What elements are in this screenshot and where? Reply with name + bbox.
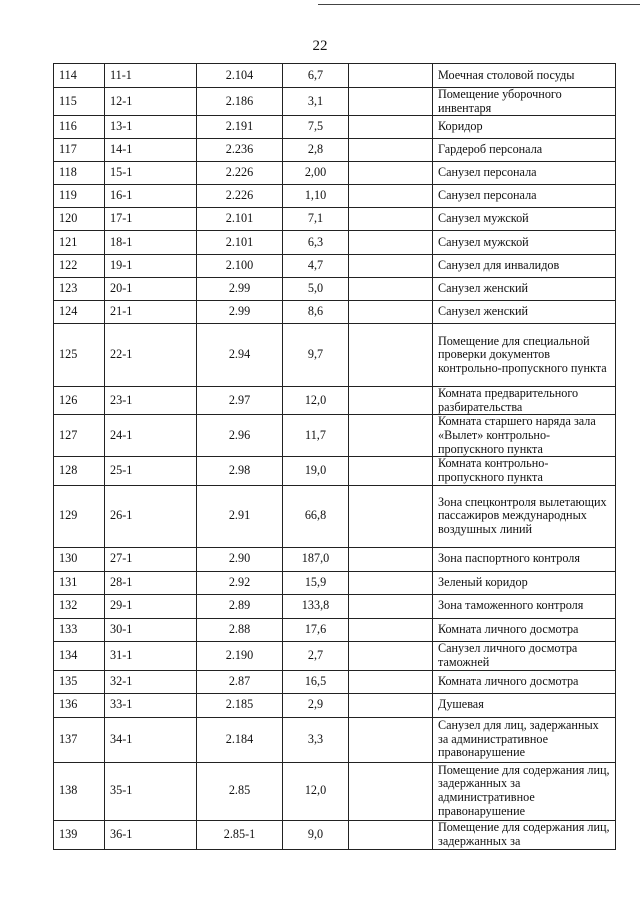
column-gap [349, 717, 433, 762]
room-code: 2.85-1 [197, 820, 283, 849]
room-mark: 28-1 [105, 571, 197, 594]
room-area: 1,10 [283, 185, 349, 208]
room-area: 9,0 [283, 820, 349, 849]
room-code: 2.190 [197, 641, 283, 670]
room-mark: 26-1 [105, 485, 197, 547]
room-code: 2.91 [197, 485, 283, 547]
column-gap [349, 547, 433, 571]
room-area: 6,3 [283, 231, 349, 255]
room-area: 8,6 [283, 301, 349, 324]
room-code: 2.97 [197, 387, 283, 415]
table-row [54, 547, 616, 571]
row-number: 120 [54, 208, 105, 231]
column-gap [349, 415, 433, 457]
room-area: 12,0 [283, 387, 349, 415]
column-gap [349, 618, 433, 641]
room-name: Санузел мужской [433, 231, 616, 255]
room-mark: 21-1 [105, 301, 197, 324]
table-row [54, 571, 616, 594]
room-mark: 13-1 [105, 116, 197, 139]
row-number: 130 [54, 547, 105, 571]
room-code: 2.99 [197, 301, 283, 324]
room-code: 2.104 [197, 64, 283, 88]
room-name: Комната личного досмотра [433, 618, 616, 641]
row-number: 114 [54, 64, 105, 88]
column-gap [349, 571, 433, 594]
room-code: 2.191 [197, 116, 283, 139]
table-row [54, 387, 616, 415]
column-gap [349, 485, 433, 547]
room-code: 2.88 [197, 618, 283, 641]
row-number: 126 [54, 387, 105, 415]
row-number: 124 [54, 301, 105, 324]
room-area: 9,7 [283, 324, 349, 387]
room-name: Санузел персонала [433, 185, 616, 208]
column-gap [349, 693, 433, 717]
row-number: 133 [54, 618, 105, 641]
table-row [54, 618, 616, 641]
room-name: Комната личного досмотра [433, 670, 616, 693]
room-mark: 11-1 [105, 64, 197, 88]
room-mark: 17-1 [105, 208, 197, 231]
table-row [54, 88, 616, 116]
column-gap [349, 278, 433, 301]
room-mark: 31-1 [105, 641, 197, 670]
room-area: 11,7 [283, 415, 349, 457]
room-area: 6,7 [283, 64, 349, 88]
table-row [54, 641, 616, 670]
room-mark: 30-1 [105, 618, 197, 641]
row-number: 129 [54, 485, 105, 547]
column-gap [349, 670, 433, 693]
room-mark: 29-1 [105, 594, 197, 618]
row-number: 123 [54, 278, 105, 301]
room-name: Зона паспортного контроля [433, 547, 616, 571]
room-mark: 22-1 [105, 324, 197, 387]
room-area: 2,7 [283, 641, 349, 670]
row-number: 127 [54, 415, 105, 457]
row-number: 121 [54, 231, 105, 255]
column-gap [349, 116, 433, 139]
room-code: 2.89 [197, 594, 283, 618]
room-mark: 20-1 [105, 278, 197, 301]
room-code: 2.186 [197, 88, 283, 116]
column-gap [349, 88, 433, 116]
room-name: Душевая [433, 693, 616, 717]
table-row [54, 208, 616, 231]
room-area: 3,3 [283, 717, 349, 762]
table-row [54, 415, 616, 457]
column-gap [349, 641, 433, 670]
room-mark: 36-1 [105, 820, 197, 849]
row-number: 132 [54, 594, 105, 618]
room-mark: 12-1 [105, 88, 197, 116]
column-gap [349, 387, 433, 415]
room-name: Санузел для инвалидов [433, 255, 616, 278]
rooms-table-body [54, 64, 616, 850]
column-gap [349, 324, 433, 387]
rooms-table [53, 63, 616, 850]
table-row [54, 670, 616, 693]
room-code: 2.85 [197, 762, 283, 820]
room-name: Помещение уборочного инвентаря [433, 88, 616, 116]
room-code: 2.96 [197, 415, 283, 457]
room-area: 16,5 [283, 670, 349, 693]
column-gap [349, 231, 433, 255]
room-name: Помещение для содержания лиц, задержанных за административное правонарушение [433, 762, 616, 820]
row-number: 134 [54, 641, 105, 670]
row-number: 125 [54, 324, 105, 387]
column-gap [349, 208, 433, 231]
column-gap [349, 185, 433, 208]
row-number: 117 [54, 139, 105, 162]
room-mark: 18-1 [105, 231, 197, 255]
row-number: 138 [54, 762, 105, 820]
column-gap [349, 762, 433, 820]
table-row [54, 457, 616, 485]
room-area: 12,0 [283, 762, 349, 820]
row-number: 122 [54, 255, 105, 278]
room-area: 7,1 [283, 208, 349, 231]
table-row [54, 162, 616, 185]
room-area: 15,9 [283, 571, 349, 594]
table-row [54, 278, 616, 301]
row-number: 116 [54, 116, 105, 139]
room-mark: 34-1 [105, 717, 197, 762]
room-area: 17,6 [283, 618, 349, 641]
room-name: Комната старшего наряда зала «Вылет» контрольно-пропускного пункта [433, 415, 616, 457]
room-code: 2.87 [197, 670, 283, 693]
room-area: 3,1 [283, 88, 349, 116]
room-mark: 24-1 [105, 415, 197, 457]
table-row [54, 693, 616, 717]
row-number: 139 [54, 820, 105, 849]
room-name: Санузел женский [433, 278, 616, 301]
row-number: 128 [54, 457, 105, 485]
table-row [54, 231, 616, 255]
room-area: 187,0 [283, 547, 349, 571]
table-row [54, 324, 616, 387]
room-code: 2.100 [197, 255, 283, 278]
room-mark: 15-1 [105, 162, 197, 185]
room-name: Комната предварительного разбирательства [433, 387, 616, 415]
room-mark: 14-1 [105, 139, 197, 162]
room-area: 2,00 [283, 162, 349, 185]
column-gap [349, 301, 433, 324]
table-row [54, 762, 616, 820]
room-area: 133,8 [283, 594, 349, 618]
room-name: Санузел персонала [433, 162, 616, 185]
room-area: 66,8 [283, 485, 349, 547]
room-area: 19,0 [283, 457, 349, 485]
room-code: 2.94 [197, 324, 283, 387]
row-number: 115 [54, 88, 105, 116]
table-row [54, 116, 616, 139]
room-mark: 25-1 [105, 457, 197, 485]
column-gap [349, 139, 433, 162]
table-row [54, 139, 616, 162]
table-row [54, 64, 616, 88]
room-name: Моечная столовой посуды [433, 64, 616, 88]
room-name: Санузел женский [433, 301, 616, 324]
table-row [54, 485, 616, 547]
room-code: 2.98 [197, 457, 283, 485]
table-row [54, 301, 616, 324]
room-code: 2.236 [197, 139, 283, 162]
column-gap [349, 457, 433, 485]
room-area: 4,7 [283, 255, 349, 278]
room-name: Гардероб персонала [433, 139, 616, 162]
row-number: 131 [54, 571, 105, 594]
room-code: 2.184 [197, 717, 283, 762]
room-code: 2.90 [197, 547, 283, 571]
room-code: 2.185 [197, 693, 283, 717]
column-gap [349, 255, 433, 278]
room-name: Зона таможенного контроля [433, 594, 616, 618]
room-area: 2,8 [283, 139, 349, 162]
room-area: 2,9 [283, 693, 349, 717]
room-code: 2.226 [197, 162, 283, 185]
room-mark: 35-1 [105, 762, 197, 820]
row-number: 118 [54, 162, 105, 185]
table-row [54, 717, 616, 762]
row-number: 119 [54, 185, 105, 208]
room-code: 2.99 [197, 278, 283, 301]
table-row [54, 820, 616, 849]
room-code: 2.92 [197, 571, 283, 594]
row-number: 137 [54, 717, 105, 762]
room-mark: 33-1 [105, 693, 197, 717]
table-row [54, 255, 616, 278]
table-row [54, 185, 616, 208]
room-name: Помещение для содержания лиц, задержанных за [433, 820, 616, 849]
room-mark: 23-1 [105, 387, 197, 415]
room-area: 7,5 [283, 116, 349, 139]
row-number: 135 [54, 670, 105, 693]
room-name: Санузел мужской [433, 208, 616, 231]
room-mark: 32-1 [105, 670, 197, 693]
room-mark: 19-1 [105, 255, 197, 278]
room-mark: 16-1 [105, 185, 197, 208]
room-mark: 27-1 [105, 547, 197, 571]
column-gap [349, 162, 433, 185]
room-name: Санузел для лиц, задержанных за административное правонарушение [433, 717, 616, 762]
room-name: Зона спецконтроля вылетающих пассажиров международных воздушных линий [433, 485, 616, 547]
room-name: Коридор [433, 116, 616, 139]
column-gap [349, 820, 433, 849]
room-name: Зеленый коридор [433, 571, 616, 594]
room-name: Санузел личного досмотра таможней [433, 641, 616, 670]
header-rule [318, 4, 640, 5]
table-row [54, 594, 616, 618]
room-area: 5,0 [283, 278, 349, 301]
room-code: 2.101 [197, 231, 283, 255]
room-code: 2.226 [197, 185, 283, 208]
row-number: 136 [54, 693, 105, 717]
column-gap [349, 64, 433, 88]
room-name: Помещение для специальной проверки документов контрольно-пропускного пункта [433, 324, 616, 387]
column-gap [349, 594, 433, 618]
room-name: Комната контрольно-пропускного пункта [433, 457, 616, 485]
page-number: 22 [312, 38, 328, 54]
room-code: 2.101 [197, 208, 283, 231]
